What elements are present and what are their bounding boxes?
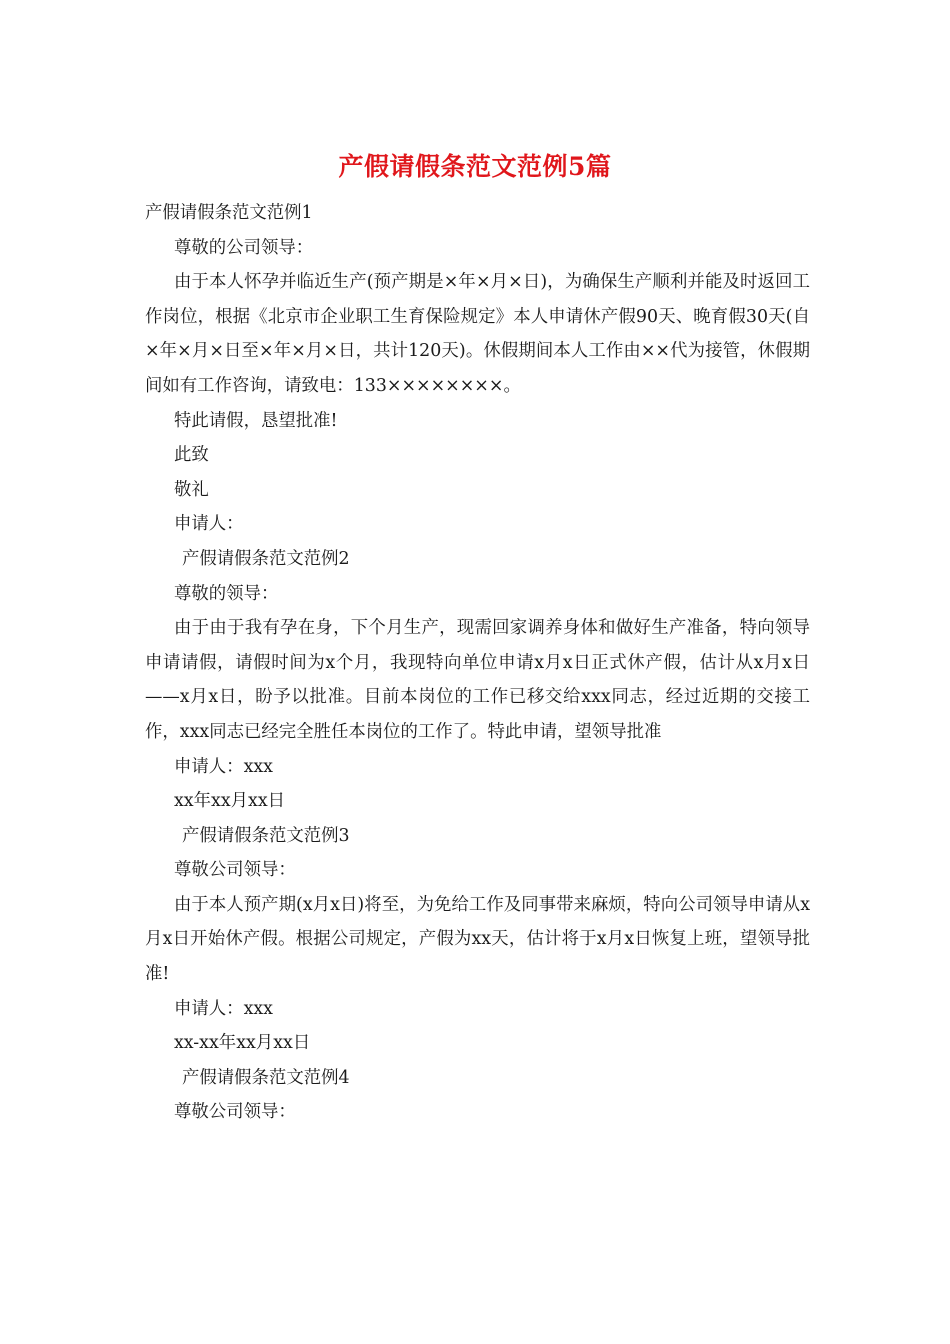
date-line: xx年xx月xx日 <box>174 791 286 812</box>
body-paragraph: 由于本人预产期(x月x日)将至，为免给工作及同事带来麻烦，特向公司领导申请从x月x日开始休产假。根据公司规定，产假为xx天，估计将于x月x日恢复上班，望领导批准! <box>145 894 810 985</box>
section-heading: 产假请假条范文范例3 <box>182 825 350 846</box>
document-body <box>145 196 810 1130</box>
applicant-line: 申请人：xxx <box>174 998 273 1019</box>
salutation: 尊敬的公司领导： <box>174 237 314 258</box>
salutation: 尊敬的领导： <box>174 583 279 604</box>
applicant-line: 申请人： <box>174 514 244 535</box>
section-heading: 产假请假条范文范例4 <box>182 1067 350 1088</box>
applicant-line: 申请人：xxx <box>174 756 273 777</box>
section-heading: 产假请假条范文范例1 <box>145 203 313 223</box>
body-paragraph: 由于本人怀孕并临近生产(预产期是×年×月×日)，为确保生产顺利并能及时返回工作岗位，根据《北京市企业职工生育保险规定》本人申请休产假90天、晚育假30天(自×年×月×日至×年×月×日，共计120天)。休假期间本人工作由××代为接管，休假期间如有工作咨询，请致电：133××××××××。 <box>145 272 810 396</box>
date-line: xx-xx年xx月xx日 <box>174 1033 311 1054</box>
body-paragraph: 由于由于我有孕在身，下个月生产，现需回家调养身体和做好生产准备，特向领导申请请假，请假时间为x个月，我现特向单位申请x月x日正式休产假，估计从x月x日——x月x日，盼予以批准。目前本岗位的工作已移交给xxx同志，经过近期的交接工作，xxx同志已经完全胜任本岗位的工作了。特此申请，望领导批准 <box>145 618 810 742</box>
document-title: 产假请假条范文范例5篇 <box>338 152 612 181</box>
salutation: 尊敬公司领导： <box>174 1102 296 1123</box>
closing-line: 此致 <box>174 445 209 466</box>
section-heading: 产假请假条范文范例2 <box>182 548 350 569</box>
closing-line: 敬礼 <box>174 479 209 500</box>
closing-line: 特此请假，恳望批准! <box>174 410 338 431</box>
salutation: 尊敬公司领导： <box>174 860 296 881</box>
